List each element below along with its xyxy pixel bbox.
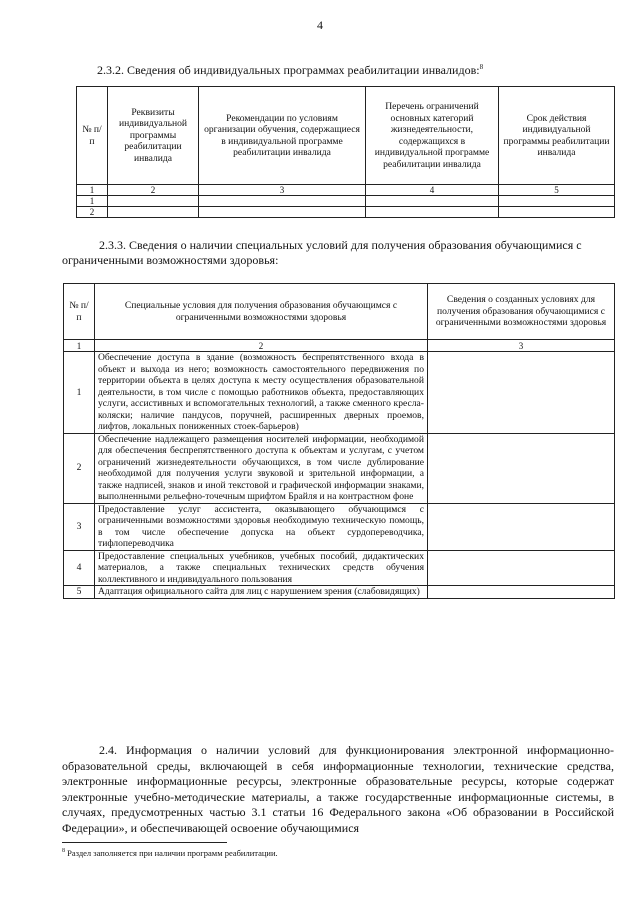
empty-cell bbox=[199, 207, 366, 218]
table-row bbox=[64, 550, 615, 586]
page-number: 4 bbox=[317, 18, 323, 32]
header-cell: Перечень ограничений основных категорий жизнедеятельности, содержащихся в индивидуальной программе реабилитации инвалида bbox=[366, 87, 499, 185]
footnote-mark: 8 bbox=[62, 848, 65, 855]
table-row bbox=[64, 503, 615, 550]
row-number: 2 bbox=[77, 207, 108, 218]
table-header-row bbox=[64, 284, 615, 340]
empty-cell bbox=[499, 207, 615, 218]
empty-cell bbox=[428, 550, 615, 586]
header-cell: Реквизиты индивидуальной программы реабилитации инвалида bbox=[108, 87, 199, 185]
row-number: 1 bbox=[64, 352, 95, 434]
section-232-title bbox=[97, 60, 483, 78]
footnote-ref: 8 bbox=[479, 63, 484, 71]
paragraph-2-4: 2.4. Информация о наличии условий для функционирования электронной информационно-образовательной среды, включающей в себя информационные технологии, технические средства, электронные информационные ресурсы, электронные образовательные ресурсы, которые содержат электронные учебно-методические материалы, а также государственные информационные системы, в случаях, предусмотренных частью 3.1 статьи 16 Федерального закона «Об образовании в Российской Федерации», и обеспечивающей освоение обучающимися bbox=[62, 743, 614, 835]
row-number: 5 bbox=[64, 586, 95, 599]
section-233-title: 2.3.3. Сведения о наличии специальных условий для получения образования обучающимися с ограниченными возможностями здоровья: bbox=[62, 238, 582, 267]
empty-cell bbox=[199, 196, 366, 207]
header-cell: Рекомендации по условиям организации обучения, содержащиеся в индивидуальной программе реабилитации инвалида bbox=[199, 87, 366, 185]
header-cell: № п/п bbox=[77, 87, 108, 185]
row-number: 4 bbox=[64, 550, 95, 586]
empty-cell bbox=[366, 196, 499, 207]
empty-cell bbox=[499, 196, 615, 207]
empty-cell bbox=[428, 503, 615, 550]
row-number: 2 bbox=[64, 433, 95, 503]
footnote-divider bbox=[62, 842, 227, 843]
table-number-row bbox=[64, 340, 615, 352]
empty-cell bbox=[108, 196, 199, 207]
footnote-text: Раздел заполняется при наличии программ реабилитации. bbox=[65, 848, 278, 858]
column-number: 5 bbox=[499, 185, 615, 196]
empty-cell bbox=[428, 352, 615, 434]
empty-cell bbox=[428, 433, 615, 503]
header-cell: Сведения о созданных условиях для получения образования обучающимися с ограниченными возможностями здоровья bbox=[428, 284, 615, 340]
table-row bbox=[77, 207, 615, 218]
column-number: 3 bbox=[428, 340, 615, 352]
table-number-row bbox=[77, 185, 615, 196]
empty-cell bbox=[108, 207, 199, 218]
rehab-programs-table bbox=[76, 86, 615, 218]
column-number: 2 bbox=[108, 185, 199, 196]
condition-text: Предоставление услуг ассистента, оказывающего обучающимся с ограниченными возможностями здоровья необходимую техническую помощь, в том числе обеспечение допуска на объект сурдопереводчика, тифлопереводчика bbox=[95, 503, 428, 550]
column-number: 1 bbox=[77, 185, 108, 196]
footnote bbox=[62, 848, 278, 858]
condition-text: Предоставление специальных учебников, учебных пособий, дидактических материалов, а также специальных технических средств обучения коллективного и индивидуального пользования bbox=[95, 550, 428, 586]
header-cell: Специальные условия для получения образования обучающимся с ограниченными возможностями здоровья bbox=[95, 284, 428, 340]
special-conditions-table bbox=[63, 283, 615, 599]
condition-text: Адаптация официального сайта для лиц с нарушением зрения (слабовидящих) bbox=[95, 586, 428, 599]
header-cell: Срок действия индивидуальной программы реабилитации инвалида bbox=[499, 87, 615, 185]
condition-text: Обеспечение доступа в здание (возможность беспрепятственного входа в объект и выхода из него; возможность самостоятельного передвижения по территории объекта в целях доступа к месту осуществления образовательной деятельности, в том числе с помощью работников объекта, предоставляющих услуги, ассистивных и вспомогательных технологий, а также сменного кресла-коляски; наличие пандусов, поручней, расширенных дверных проемов, лифтов, локальных пониженных стоек-барьеров) bbox=[95, 352, 428, 434]
column-number: 3 bbox=[199, 185, 366, 196]
row-number: 3 bbox=[64, 503, 95, 550]
empty-cell bbox=[366, 207, 499, 218]
column-number: 1 bbox=[64, 340, 95, 352]
table-row bbox=[64, 352, 615, 434]
column-number: 2 bbox=[95, 340, 428, 352]
table-row bbox=[64, 586, 615, 599]
condition-text: Обеспечение надлежащего размещения носителей информации, необходимой для обеспечения беспрепятственного доступа к объектам и услугам, с учетом ограничений жизнедеятельности обучающихся, в том числе дублирование необходимой для получения услуги звуковой и зрительной информации, а также надписей, знаков и иной текстовой и графической информации знаками, выполненными рельефно-точечным шрифтом Брайля и на контрастном фоне bbox=[95, 433, 428, 503]
column-number: 4 bbox=[366, 185, 499, 196]
table-row bbox=[64, 433, 615, 503]
section-232-title-text: 2.3.2. Сведения об индивидуальных программах реабилитации инвалидов: bbox=[97, 63, 480, 77]
empty-cell bbox=[428, 586, 615, 599]
row-number: 1 bbox=[77, 196, 108, 207]
header-cell: № п/п bbox=[64, 284, 95, 340]
table-header-row bbox=[77, 87, 615, 185]
table-row bbox=[77, 196, 615, 207]
